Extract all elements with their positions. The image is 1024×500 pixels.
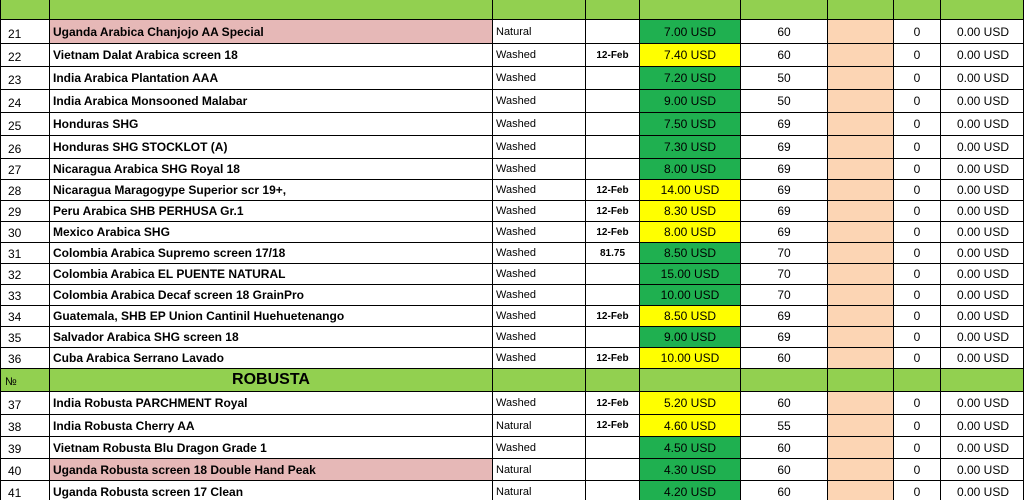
cell-n[interactable]: 33 (0, 285, 50, 306)
cell-sum[interactable]: 0.00 USD (941, 264, 1024, 285)
cell-name[interactable]: Vietnam Dalat Arabica screen 18 (50, 44, 493, 67)
cell-price[interactable]: 15.00 USD (640, 264, 741, 285)
cell-n[interactable]: 29 (0, 201, 50, 222)
cell-sum[interactable]: 0.00 USD (941, 415, 1024, 437)
cell-qty[interactable]: 0 (894, 415, 941, 437)
cell-proc[interactable]: Natural (493, 415, 586, 437)
cell-sum[interactable]: 0.00 USD (941, 285, 1024, 306)
cell-n[interactable]: 32 (0, 264, 50, 285)
cell-price[interactable]: 9.00 USD (640, 90, 741, 113)
header-cell-qty[interactable] (894, 0, 941, 20)
cell-proc[interactable]: Washed (493, 437, 586, 459)
section-title[interactable]: ROBUSTA (50, 369, 493, 392)
header-cell-sum[interactable] (941, 0, 1024, 20)
cell-wt[interactable]: 69 (741, 222, 828, 243)
cell-wt[interactable]: 60 (741, 348, 828, 369)
cell-price[interactable]: 8.30 USD (640, 201, 741, 222)
section-cell-qty[interactable] (894, 369, 941, 392)
cell-qty[interactable]: 0 (894, 285, 941, 306)
cell-peach[interactable] (828, 415, 894, 437)
cell-name[interactable]: Mexico Arabica SHG (50, 222, 493, 243)
cell-qty[interactable]: 0 (894, 136, 941, 159)
cell-peach[interactable] (828, 159, 894, 180)
cell-peach[interactable] (828, 481, 894, 500)
cell-date[interactable] (586, 136, 640, 159)
cell-name[interactable]: Guatemala, SHB EP Union Cantinil Huehuetenango (50, 306, 493, 327)
cell-name[interactable]: Nicaragua Arabica SHG Royal 18 (50, 159, 493, 180)
header-cell-n[interactable] (0, 0, 50, 20)
cell-sum[interactable]: 0.00 USD (941, 327, 1024, 348)
cell-sum[interactable]: 0.00 USD (941, 20, 1024, 44)
cell-date[interactable]: 12-Feb (586, 222, 640, 243)
cell-wt[interactable]: 60 (741, 44, 828, 67)
table-row (0, 437, 1024, 459)
cell-peach[interactable] (828, 348, 894, 369)
cell-qty[interactable]: 0 (894, 348, 941, 369)
cell-sum[interactable]: 0.00 USD (941, 90, 1024, 113)
table-row (0, 20, 1024, 44)
cell-sum[interactable]: 0.00 USD (941, 306, 1024, 327)
cell-name[interactable]: India Robusta Cherry AA (50, 415, 493, 437)
table-row (0, 392, 1024, 415)
cell-wt[interactable]: 55 (741, 415, 828, 437)
cell-date[interactable]: 12-Feb (586, 44, 640, 67)
cell-n[interactable]: 40 (0, 459, 50, 481)
cell-n[interactable]: 39 (0, 437, 50, 459)
cell-wt[interactable]: 69 (741, 306, 828, 327)
cell-qty[interactable]: 0 (894, 159, 941, 180)
header-row (0, 0, 1024, 20)
cell-sum[interactable]: 0.00 USD (941, 67, 1024, 90)
cell-name[interactable]: Cuba Arabica Serrano Lavado (50, 348, 493, 369)
cell-qty[interactable]: 0 (894, 306, 941, 327)
cell-wt[interactable]: 70 (741, 243, 828, 264)
table-row (0, 306, 1024, 327)
cell-sum[interactable]: 0.00 USD (941, 348, 1024, 369)
header-cell-price[interactable] (640, 0, 741, 20)
cell-n[interactable]: 31 (0, 243, 50, 264)
cell-date[interactable] (586, 285, 640, 306)
cell-wt[interactable]: 69 (741, 136, 828, 159)
cell-price[interactable]: 4.60 USD (640, 415, 741, 437)
table-row (0, 243, 1024, 264)
cell-n[interactable]: 24 (0, 90, 50, 113)
cell-proc[interactable]: Washed (493, 222, 586, 243)
cell-date[interactable]: 12-Feb (586, 180, 640, 201)
cell-date[interactable] (586, 264, 640, 285)
cell-n[interactable]: 41 (0, 481, 50, 500)
cell-wt[interactable]: 69 (741, 180, 828, 201)
cell-wt[interactable]: 50 (741, 90, 828, 113)
cell-name[interactable]: Vietnam Robusta Blu Dragon Grade 1 (50, 437, 493, 459)
cell-price[interactable]: 8.50 USD (640, 243, 741, 264)
cell-wt[interactable]: 69 (741, 159, 828, 180)
cell-wt[interactable]: 60 (741, 392, 828, 415)
cell-n[interactable]: 23 (0, 67, 50, 90)
cell-proc[interactable]: Washed (493, 285, 586, 306)
table-row (0, 159, 1024, 180)
cell-name[interactable]: Uganda Robusta screen 17 Clean (50, 481, 493, 500)
cell-price[interactable]: 9.00 USD (640, 327, 741, 348)
cell-wt[interactable]: 60 (741, 481, 828, 500)
cell-date[interactable]: 12-Feb (586, 201, 640, 222)
cell-peach[interactable] (828, 306, 894, 327)
cell-proc[interactable]: Washed (493, 201, 586, 222)
cell-sum[interactable]: 0.00 USD (941, 180, 1024, 201)
cell-price[interactable]: 5.20 USD (640, 392, 741, 415)
cell-wt[interactable]: 60 (741, 459, 828, 481)
cell-proc[interactable]: Washed (493, 327, 586, 348)
table-row (0, 348, 1024, 369)
cell-date[interactable] (586, 437, 640, 459)
cell-date[interactable]: 81.75 (586, 243, 640, 264)
cell-price[interactable]: 4.30 USD (640, 459, 741, 481)
cell-date[interactable]: 12-Feb (586, 415, 640, 437)
section-cell-wt[interactable] (741, 369, 828, 392)
cell-name[interactable]: Honduras SHG STOCKLOT (A) (50, 136, 493, 159)
table-row (0, 67, 1024, 90)
cell-peach[interactable] (828, 67, 894, 90)
cell-wt[interactable]: 69 (741, 113, 828, 136)
cell-price[interactable]: 8.00 USD (640, 159, 741, 180)
cell-wt[interactable]: 60 (741, 437, 828, 459)
cell-sum[interactable]: 0.00 USD (941, 392, 1024, 415)
cell-price[interactable]: 8.50 USD (640, 306, 741, 327)
header-cell-date[interactable] (586, 0, 640, 20)
header-cell-peach[interactable] (828, 0, 894, 20)
cell-qty[interactable]: 0 (894, 481, 941, 500)
cell-qty[interactable]: 0 (894, 44, 941, 67)
cell-date[interactable] (586, 327, 640, 348)
cell-name[interactable]: Salvador Arabica SHG screen 18 (50, 327, 493, 348)
cell-date[interactable] (586, 159, 640, 180)
cell-proc[interactable]: Washed (493, 44, 586, 67)
cell-proc[interactable]: Washed (493, 113, 586, 136)
table-row (0, 201, 1024, 222)
cell-date[interactable] (586, 20, 640, 44)
cell-price[interactable]: 10.00 USD (640, 348, 741, 369)
cell-n[interactable]: 22 (0, 44, 50, 67)
cell-peach[interactable] (828, 459, 894, 481)
table-row (0, 285, 1024, 306)
cell-qty[interactable]: 0 (894, 264, 941, 285)
cell-wt[interactable]: 70 (741, 285, 828, 306)
cell-date[interactable]: 12-Feb (586, 306, 640, 327)
cell-proc[interactable]: Natural (493, 20, 586, 44)
cell-sum[interactable]: 0.00 USD (941, 136, 1024, 159)
cell-qty[interactable]: 0 (894, 437, 941, 459)
cell-price[interactable]: 4.50 USD (640, 437, 741, 459)
cell-sum[interactable]: 0.00 USD (941, 201, 1024, 222)
header-cell-name[interactable] (50, 0, 493, 20)
cell-peach[interactable] (828, 113, 894, 136)
cell-name[interactable]: Uganda Arabica Chanjojo AA Special (50, 20, 493, 44)
cell-wt[interactable]: 50 (741, 67, 828, 90)
header-cell-proc[interactable] (493, 0, 586, 20)
table-row (0, 222, 1024, 243)
section-cell-sum[interactable] (941, 369, 1024, 392)
cell-peach[interactable] (828, 327, 894, 348)
cell-date[interactable]: 12-Feb (586, 392, 640, 415)
cell-n[interactable]: 34 (0, 306, 50, 327)
cell-name[interactable]: Colombia Arabica Supremo screen 17/18 (50, 243, 493, 264)
section-cell-peach[interactable] (828, 369, 894, 392)
cell-peach[interactable] (828, 392, 894, 415)
cell-proc[interactable]: Washed (493, 348, 586, 369)
cell-price[interactable]: 7.00 USD (640, 20, 741, 44)
table-row (0, 264, 1024, 285)
cell-peach[interactable] (828, 222, 894, 243)
cell-name[interactable]: Colombia Arabica Decaf screen 18 GrainPro (50, 285, 493, 306)
cell-wt[interactable]: 60 (741, 20, 828, 44)
cell-sum[interactable]: 0.00 USD (941, 459, 1024, 481)
cell-name[interactable]: India Arabica Plantation AAA (50, 67, 493, 90)
cell-date[interactable] (586, 67, 640, 90)
cell-qty[interactable]: 0 (894, 20, 941, 44)
cell-wt[interactable]: 70 (741, 264, 828, 285)
cell-qty[interactable]: 0 (894, 201, 941, 222)
cell-proc[interactable]: Washed (493, 392, 586, 415)
cell-n[interactable]: 26 (0, 136, 50, 159)
cell-name[interactable]: India Arabica Monsooned Malabar (50, 90, 493, 113)
cell-proc[interactable]: Washed (493, 136, 586, 159)
cell-peach[interactable] (828, 44, 894, 67)
cell-qty[interactable]: 0 (894, 113, 941, 136)
cell-qty[interactable]: 0 (894, 459, 941, 481)
cell-name[interactable]: Honduras SHG (50, 113, 493, 136)
cell-qty[interactable]: 0 (894, 180, 941, 201)
cell-price[interactable]: 7.40 USD (640, 44, 741, 67)
cell-wt[interactable]: 69 (741, 327, 828, 348)
cell-n[interactable]: 35 (0, 327, 50, 348)
cell-price[interactable]: 7.30 USD (640, 136, 741, 159)
cell-n[interactable]: 25 (0, 113, 50, 136)
cell-sum[interactable]: 0.00 USD (941, 159, 1024, 180)
cell-n[interactable]: 36 (0, 348, 50, 369)
cell-peach[interactable] (828, 243, 894, 264)
table-row (0, 180, 1024, 201)
table-row (0, 113, 1024, 136)
cell-price[interactable]: 8.00 USD (640, 222, 741, 243)
cell-date[interactable] (586, 481, 640, 500)
cell-proc[interactable]: Washed (493, 90, 586, 113)
cell-proc[interactable]: Washed (493, 264, 586, 285)
cell-sum[interactable]: 0.00 USD (941, 437, 1024, 459)
cell-date[interactable]: 12-Feb (586, 348, 640, 369)
cell-proc[interactable]: Natural (493, 459, 586, 481)
section-no-label[interactable]: № (0, 369, 50, 392)
cell-qty[interactable]: 0 (894, 67, 941, 90)
cell-sum[interactable]: 0.00 USD (941, 113, 1024, 136)
cell-peach[interactable] (828, 136, 894, 159)
table-row (0, 481, 1024, 500)
cell-n[interactable]: 21 (0, 20, 50, 44)
cell-price[interactable]: 7.50 USD (640, 113, 741, 136)
table-row (0, 415, 1024, 437)
cell-qty[interactable]: 0 (894, 327, 941, 348)
cell-peach[interactable] (828, 201, 894, 222)
cell-peach[interactable] (828, 180, 894, 201)
cell-qty[interactable]: 0 (894, 243, 941, 264)
cell-sum[interactable]: 0.00 USD (941, 44, 1024, 67)
cell-proc[interactable]: Washed (493, 306, 586, 327)
table-row (0, 136, 1024, 159)
section-cell-date[interactable] (586, 369, 640, 392)
cell-price[interactable]: 4.20 USD (640, 481, 741, 500)
cell-n[interactable]: 38 (0, 415, 50, 437)
cell-n[interactable]: 28 (0, 180, 50, 201)
cell-name[interactable]: Uganda Robusta screen 18 Double Hand Peak (50, 459, 493, 481)
cell-n[interactable]: 27 (0, 159, 50, 180)
cell-qty[interactable]: 0 (894, 222, 941, 243)
cell-price[interactable]: 10.00 USD (640, 285, 741, 306)
cell-peach[interactable] (828, 264, 894, 285)
cell-proc[interactable]: Washed (493, 243, 586, 264)
table-row (0, 90, 1024, 113)
cell-peach[interactable] (828, 285, 894, 306)
cell-proc[interactable]: Washed (493, 159, 586, 180)
cell-peach[interactable] (828, 90, 894, 113)
cell-n[interactable]: 37 (0, 392, 50, 415)
table-row (0, 327, 1024, 348)
cell-price[interactable]: 7.20 USD (640, 67, 741, 90)
cell-wt[interactable]: 69 (741, 201, 828, 222)
cell-name[interactable]: India Robusta PARCHMENT Royal (50, 392, 493, 415)
cell-proc[interactable]: Washed (493, 180, 586, 201)
cell-n[interactable]: 30 (0, 222, 50, 243)
cell-proc[interactable]: Natural (493, 481, 586, 500)
cell-date[interactable] (586, 90, 640, 113)
cell-price[interactable]: 14.00 USD (640, 180, 741, 201)
cell-sum[interactable]: 0.00 USD (941, 222, 1024, 243)
section-robusta-row (0, 369, 1024, 392)
table-row (0, 459, 1024, 481)
cell-name[interactable]: Nicaragua Maragogype Superior scr 19+, (50, 180, 493, 201)
cell-date[interactable] (586, 459, 640, 481)
section-cell-proc[interactable] (493, 369, 586, 392)
cell-proc[interactable]: Washed (493, 67, 586, 90)
cell-date[interactable] (586, 113, 640, 136)
header-cell-wt[interactable] (741, 0, 828, 20)
cell-name[interactable]: Peru Arabica SHB PERHUSA Gr.1 (50, 201, 493, 222)
cell-qty[interactable]: 0 (894, 90, 941, 113)
cell-sum[interactable]: 0.00 USD (941, 481, 1024, 500)
cell-sum[interactable]: 0.00 USD (941, 243, 1024, 264)
cell-peach[interactable] (828, 20, 894, 44)
table-row (0, 44, 1024, 67)
cell-peach[interactable] (828, 437, 894, 459)
cell-qty[interactable]: 0 (894, 392, 941, 415)
cell-name[interactable]: Colombia Arabica EL PUENTE NATURAL (50, 264, 493, 285)
section-cell-price[interactable] (640, 369, 741, 392)
